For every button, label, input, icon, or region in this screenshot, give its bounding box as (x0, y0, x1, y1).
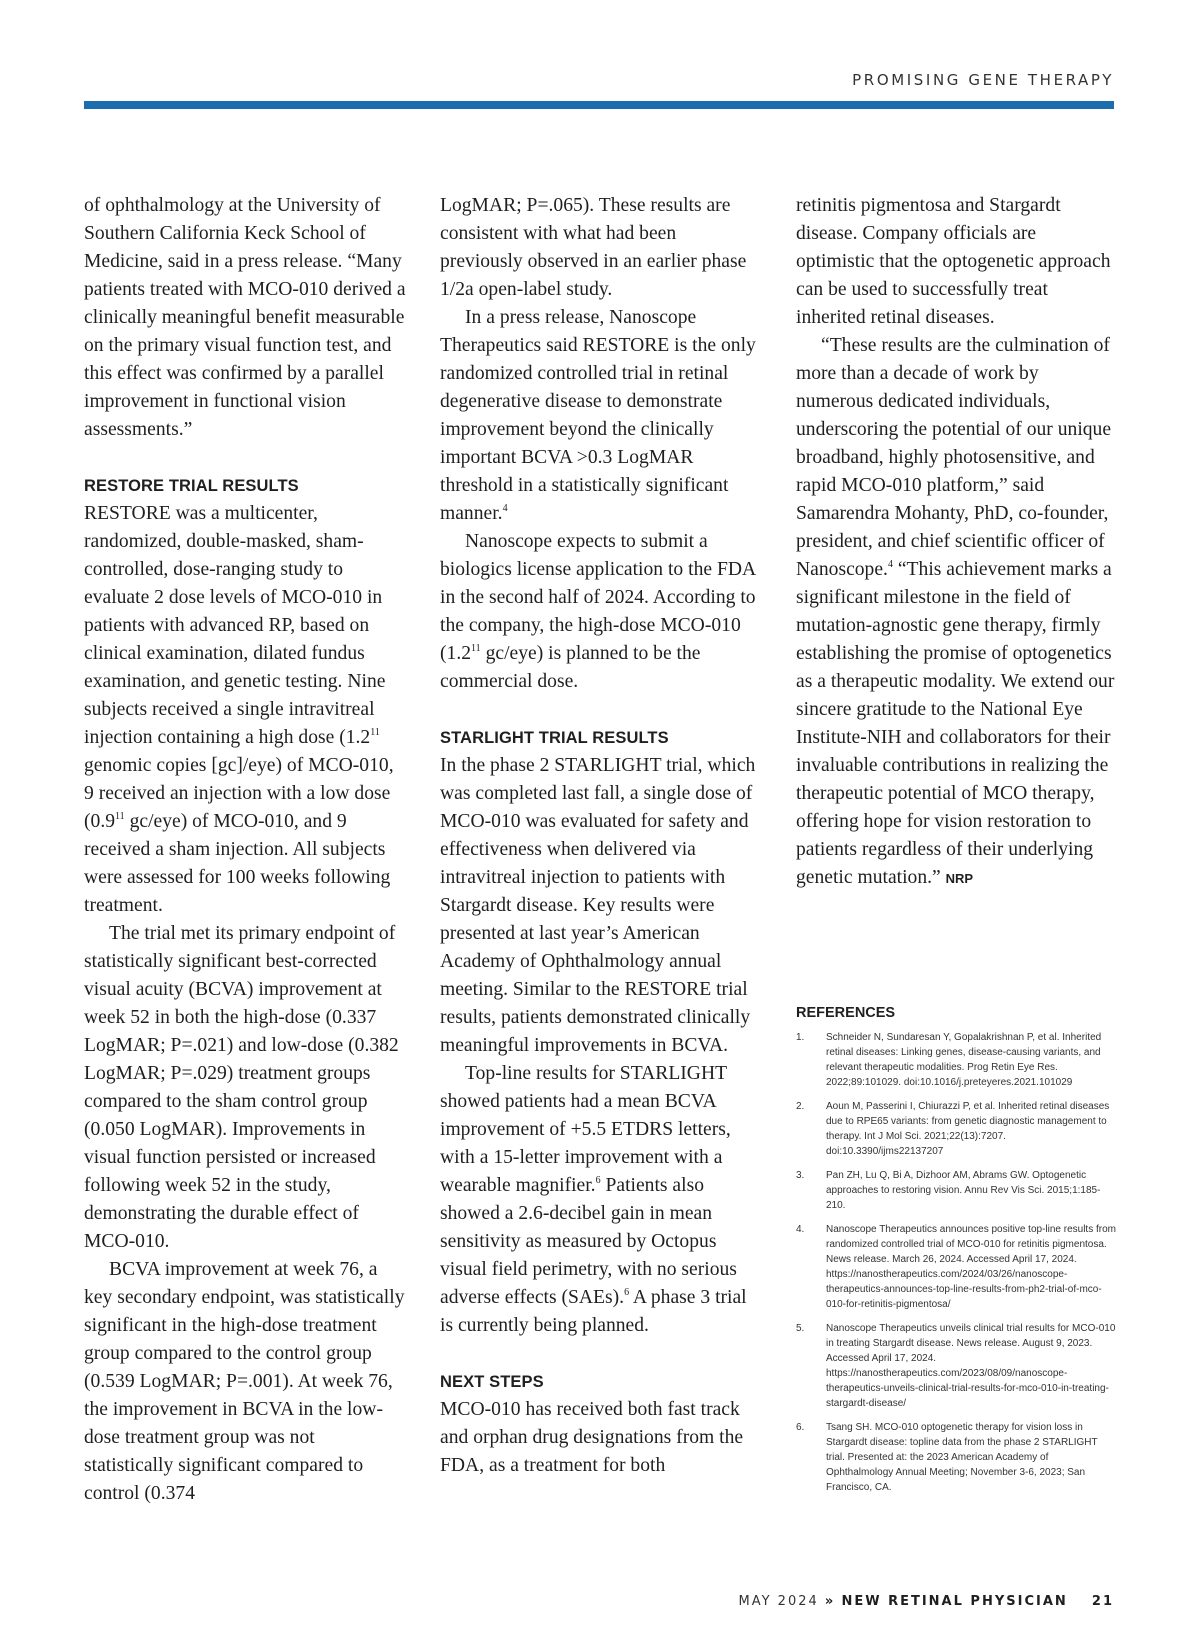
paragraph: Top-line results for STARLIGHT showed patients had a mean BCVA improvement of +5.5 ETDRS letters, with a 15-letter improvement with a wearable magnifier.$^6$ Patients also showed a 2.6-decibel gain in mean sensitivity as measured by Octopus visual field perimetry, with no serious adverse effects (SAEs).$^6$ A phase 3 trial is currently being planned. (440, 1063, 747, 1336)
references-section (796, 1004, 1118, 1504)
paragraph: In the phase 2 STARLIGHT trial, which was completed last fall, a single dose of MCO-010 was evaluated for safety and effectiveness when delivered via intravitreal injection to patients with Stargardt disease. Key results were presented at last year’s American Academy of Ophthalmology annual meeting. Similar to the RESTORE trial results, patients demonstrated clinically meaningful improvements in BCVA. (440, 755, 756, 1056)
reference-item: 5. Nanoscope Therapeutics unveils clinical trial results for MCO-010 in treating Stargardt disease. News release. August 9, 2023. Accessed April 17, 2024. https://nanostherapeutics.com/2023/08/09/nanoscope-therapeutics-unveils-clinical-trial-results-for-mco-010-in-treating-stargardt-disease/ (796, 1323, 1116, 1409)
publication-name: NEW RETINAL PHYSICIAN (841, 1594, 1068, 1609)
citation-superscript: 4 (887, 559, 893, 570)
reference-item: 4. Nanoscope Therapeutics announces positive top-line results from randomized controlled trial of MCO-010 for retinitis pigmentosa. News release. March 26, 2024. Accessed April 17, 2024. https://nanostherapeutics.com/2024/03/26/nanoscope-therapeutics-announces-top-line-results-from-ph2-trial-of-mco-010-for-retinitis-pigmentosa/ (796, 1224, 1116, 1310)
page-footer (739, 1594, 1115, 1609)
paragraph: retinitis pigmentosa and Stargardt disease. Company officials are optimistic that the optogenetic approach can be used to successfully treat inherited retinal diseases. (796, 195, 1111, 328)
article-column-1 (84, 192, 406, 1508)
paragraph: MCO-010 has received both fast track and orphan drug designations from the FDA, as a treatment for both (440, 1399, 744, 1476)
section-heading-starlight: STARLIGHT TRIAL RESULTS (440, 729, 669, 747)
superscript: 11 (370, 727, 380, 738)
paragraph: LogMAR; P=.065). These results are consistent with what had been previously observed in an earlier phase 1/2a open-label study. (440, 195, 747, 300)
issue-date: MAY 2024 (738, 1594, 819, 1609)
citation-superscript: 4 (502, 503, 508, 514)
article-column-2 (440, 192, 762, 1480)
references-heading: REFERENCES (796, 1005, 896, 1021)
superscript: 11 (115, 811, 125, 822)
citation-superscript: 6 (595, 1175, 601, 1186)
section-label: PROMISING GENE THERAPY (852, 71, 1114, 89)
footer-separator: » (824, 1594, 836, 1609)
paragraph: Nanoscope expects to submit a biologics license application to the FDA in the second half of 2024. According to the company, the high-dose MCO-010 ($1.2^{11}$ gc/eye) is planned to be the commercial dose. (440, 531, 756, 692)
citation-superscript: 6 (624, 1287, 630, 1298)
paragraph: RESTORE was a multicenter, randomized, double-masked, sham-controlled, dose-ranging study to evaluate 2 dose levels of MCO-010 in patients with advanced RP, based on clinical examination, dilated fundus examination, and genetic testing. Nine subjects received a single intravitreal injection containing a high dose ($1.2^{11}$ genomic copies [gc]/eye) of MCO-010, 9 received an injection with a low dose ($0.9^{11}$ gc/eye) of MCO-010, and 9 received a sham injection. All subjects were assessed for 100 weeks following treatment. (84, 503, 394, 916)
paragraph: BCVA improvement at week 76, a key secondary endpoint, was statistically significant in the high-dose treatment group compared to the control group (0.539 LogMAR; P=.001). At week 76, the improvement in BCVA in the low-dose treatment group was not statistically significant compared to control (0.374 (84, 1259, 405, 1504)
nrp-sign-off: NRP (945, 871, 974, 886)
reference-item: 3. Pan ZH, Lu Q, Bi A, Dizhoor AM, Abrams GW. Optogenetic approaches to restoring vision. Annu Rev Vis Sci. 2015;1:185-210. (796, 1170, 1101, 1211)
reference-item: 6. Tsang SH. MCO-010 optogenetic therapy for vision loss in Stargardt disease: topline data from the phase 2 STARLIGHT trial. Presented at: the 2023 American Academy of Ophthalmology Annual Meeting; November 3-6, 2023; San Francisco, CA. (796, 1422, 1098, 1493)
page-number: 21 (1091, 1594, 1114, 1609)
section-heading-next-steps: NEXT STEPS (440, 1373, 544, 1391)
header-rule (84, 101, 1114, 109)
article-column-3 (796, 192, 1118, 893)
paragraph: In a press release, Nanoscope Therapeutics said RESTORE is the only randomized controlled trial in retinal degenerative disease to demonstrate improvement beyond the clinically important BCVA >0.3 LogMAR threshold in a statistically significant manner.$^4$ (440, 307, 756, 524)
paragraph: “These results are the culmination of more than a decade of work by numerous dedicated individuals, underscoring the potential of our unique broadband, highly photosensitive, and rapid MCO-010 platform,” said Samarendra Mohanty, PhD, co-founder, president, and chief scientific officer of Nanoscope.$^4$ “This achievement marks a significant milestone in the field of mutation-agnostic gene therapy, firmly establishing the promise of optogenetics as a therapeutic modality. We extend our sincere gratitude to the National Eye Institute-NIH and collaborators for their invaluable contributions in realizing the therapeutic potential of MCO therapy, offering hope for vision restoration to patients regardless of their underlying genetic mutation.” NRP (796, 335, 1115, 888)
reference-item: 1. Schneider N, Sundaresan Y, Gopalakrishnan P, et al. Inherited retinal diseases: Linking genes, disease-causing variants, and relevant therapeutic modalities. Prog Retin Eye Res. 2022;89:101029. doi:10.1016/j.preteyeres.2021.101029 (796, 1032, 1102, 1088)
superscript: 11 (471, 643, 481, 654)
section-heading-restore: RESTORE TRIAL RESULTS (84, 477, 299, 495)
paragraph: of ophthalmology at the University of Southern California Keck School of Medicine, said in a press release. “Many patients treated with MCO-010 derived a clinically meaningful benefit measurable on the primary visual function test, and this effect was confirmed by a parallel improvement in functional vision assessments.” (84, 195, 406, 440)
reference-item: 2. Aoun M, Passerini I, Chiurazzi P, et al. Inherited retinal diseases due to RPE65 variants: from genetic diagnostic management to therapy. Int J Mol Sci. 2021;22(13):7207. doi:10.3390/ijms22137207 (796, 1101, 1110, 1157)
paragraph: The trial met its primary endpoint of statistically significant best-corrected visual acuity (BCVA) improvement at week 52 in both the high-dose (0.337 LogMAR; P=.021) and low-dose (0.382 LogMAR; P=.029) treatment groups compared to the sham control group (0.050 LogMAR). Improvements in visual function persisted or increased following week 52 in the study, demonstrating the durable effect of MCO-010. (84, 923, 399, 1252)
